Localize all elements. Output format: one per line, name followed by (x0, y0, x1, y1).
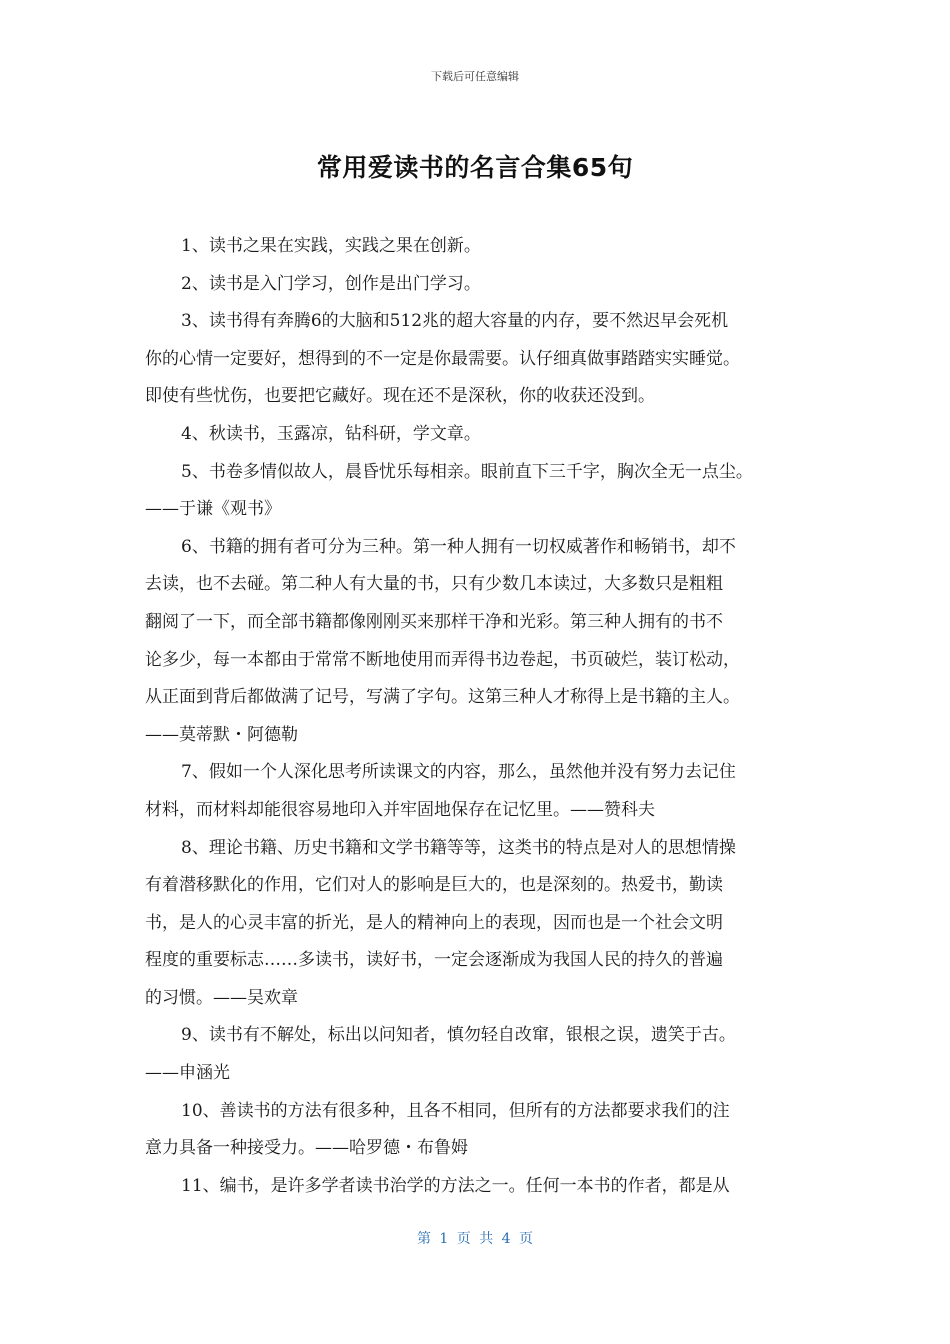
text-line: 翻阅了一下，而全部书籍都像刚刚买来那样干净和光彩。第三种人拥有的书不 (145, 611, 723, 632)
text-line: 11、编书，是许多学者读书治学的方法之一。任何一本书的作者，都是从 (181, 1175, 730, 1196)
text-line: 有着潜移默化的作用，它们对人的影响是巨大的，也是深刻的。热爱书，勤读 (145, 875, 723, 896)
text-line: 6、书籍的拥有者可分为三种。第一种人拥有一切权威著作和畅销书，却不 (181, 536, 736, 557)
text-line: 去读，也不去碰。第二种人有大量的书，只有少数几本读过，大多数只是粗粗 (145, 574, 723, 595)
text-line: 材料，而材料却能很容易地印入并牢固地保存在记忆里。——赞科夫 (145, 799, 655, 820)
text-line: 10、善读书的方法有很多种，且各不相同，但所有的方法都要求我们的注 (181, 1100, 730, 1121)
text-line: 的习惯。——吴欢章 (145, 987, 298, 1008)
document-body (145, 228, 815, 1205)
text-line: ——莫蒂默・阿德勒 (145, 724, 298, 745)
page-number: 第 1 页 共 4 页 (416, 1231, 534, 1247)
text-line: 即使有些忧伤，也要把它藏好。现在还不是深秋，你的收获还没到。 (145, 386, 655, 407)
page-header-note: 下载后可任意编辑 (431, 70, 519, 83)
document-title: 常用爱读书的名言合集65句 (316, 153, 634, 182)
text-line: 意力具备一种接受力。——哈罗德・布鲁姆 (145, 1138, 468, 1159)
text-line: 程度的重要标志……多读书，读好书，一定会逐渐成为我国人民的持久的普遍 (145, 950, 723, 971)
text-line: 2、读书是入门学习，创作是出门学习。 (181, 273, 481, 294)
text-line: 8、理论书籍、历史书籍和文学书籍等等，这类书的特点是对人的思想情操 (181, 837, 736, 858)
text-line: ——于谦《观书》 (145, 499, 281, 520)
text-line: 从正面到背后都做满了记号，写满了字句。这第三种人才称得上是书籍的主人。 (145, 687, 740, 708)
text-line: 你的心情一定要好，想得到的不一定是你最需要。认仔细真做事踏踏实实睡觉。 (145, 348, 740, 369)
text-line: 9、读书有不解处，标出以问知者，慎勿轻自改窜，银根之误，遗笑于古。 (181, 1025, 736, 1046)
text-line: 4、秋读书，玉露凉，钻科研，学文章。 (181, 423, 481, 444)
text-line: 书，是人的心灵丰富的折光，是人的精神向上的表现，因而也是一个社会文明 (145, 912, 723, 933)
text-line: ——申涵光 (145, 1063, 230, 1084)
text-line: 论多少，每一本都由于常常不断地使用而弄得书边卷起，书页破烂，装订松动， (145, 649, 740, 670)
text-line: 7、假如一个人深化思考所读课文的内容，那么，虽然他并没有努力去记住 (181, 762, 736, 783)
text-line: 1、读书之果在实践，实践之果在创新。 (181, 236, 481, 256)
text-line: 3、读书得有奔腾6的大脑和512兆的超大容量的内存，要不然迟早会死机 (181, 311, 729, 332)
text-line: 5、书卷多情似故人，晨昏忧乐每相亲。眼前直下三千字，胸次全无一点尘。 (181, 461, 753, 482)
